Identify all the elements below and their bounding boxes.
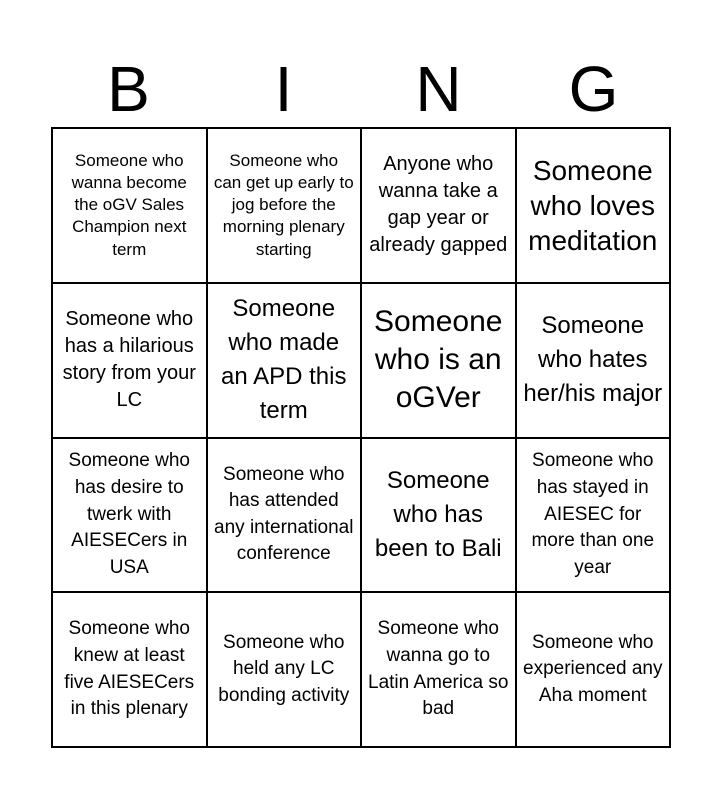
bingo-cell[interactable] [516, 592, 671, 747]
cell-text: Someone who wanna become the oGV Sales Champion next term [71, 151, 187, 259]
bingo-cell[interactable] [207, 128, 362, 283]
bingo-grid [51, 127, 671, 748]
cell-text: Someone who is an oGVer [374, 304, 503, 415]
bingo-cell[interactable] [207, 283, 362, 438]
cell-text: Someone who made an APD this term [221, 294, 347, 425]
bingo-cell[interactable] [52, 128, 207, 283]
bingo-cell[interactable] [516, 283, 671, 438]
cell-text: Anyone who wanna take a gap year or already gapped [369, 153, 508, 257]
header-letter-g: G [568, 53, 619, 125]
bingo-cell[interactable] [516, 438, 671, 593]
bingo-cell[interactable] [361, 283, 516, 438]
bingo-cell[interactable] [207, 592, 362, 747]
bingo-cell[interactable] [207, 438, 362, 593]
cell-text: Someone who loves meditation [528, 154, 658, 256]
bingo-cell[interactable] [52, 592, 207, 747]
bingo-cell[interactable] [361, 438, 516, 593]
cell-text: Someone who experienced any Aha moment [523, 631, 663, 706]
bingo-cell[interactable] [52, 438, 207, 593]
cell-text: Someone who held any LC bonding activity [218, 631, 350, 706]
header-letter-n: N [415, 53, 462, 125]
bingo-header [51, 52, 671, 127]
cell-text: Someone who has desire to twerk with AIESECers in USA [68, 450, 190, 578]
cell-text: Someone who has stayed in AIESEC for more than one year [531, 450, 655, 578]
cell-text: Someone who can get up early to jog before the morning plenary starting [213, 151, 354, 259]
cell-text: Someone who has attended any international conference [214, 463, 354, 565]
cell-text: Someone who has been to Bali [374, 466, 502, 562]
bingo-cell[interactable] [361, 592, 516, 747]
cell-text: Someone who knew at least five AIESECers in this plenary [64, 618, 195, 720]
cell-text: Someone who hates her/his major [523, 312, 663, 408]
bingo-cell[interactable] [52, 283, 207, 438]
header-letter-i: I [274, 53, 293, 125]
cell-text: Someone who wanna go to Latin America so bad [368, 618, 509, 720]
bingo-cell[interactable] [516, 128, 671, 283]
header-letter-b: B [107, 53, 150, 125]
cell-text: Someone who has a hilarious story from your LC [62, 308, 196, 412]
bingo-cell[interactable] [361, 128, 516, 283]
